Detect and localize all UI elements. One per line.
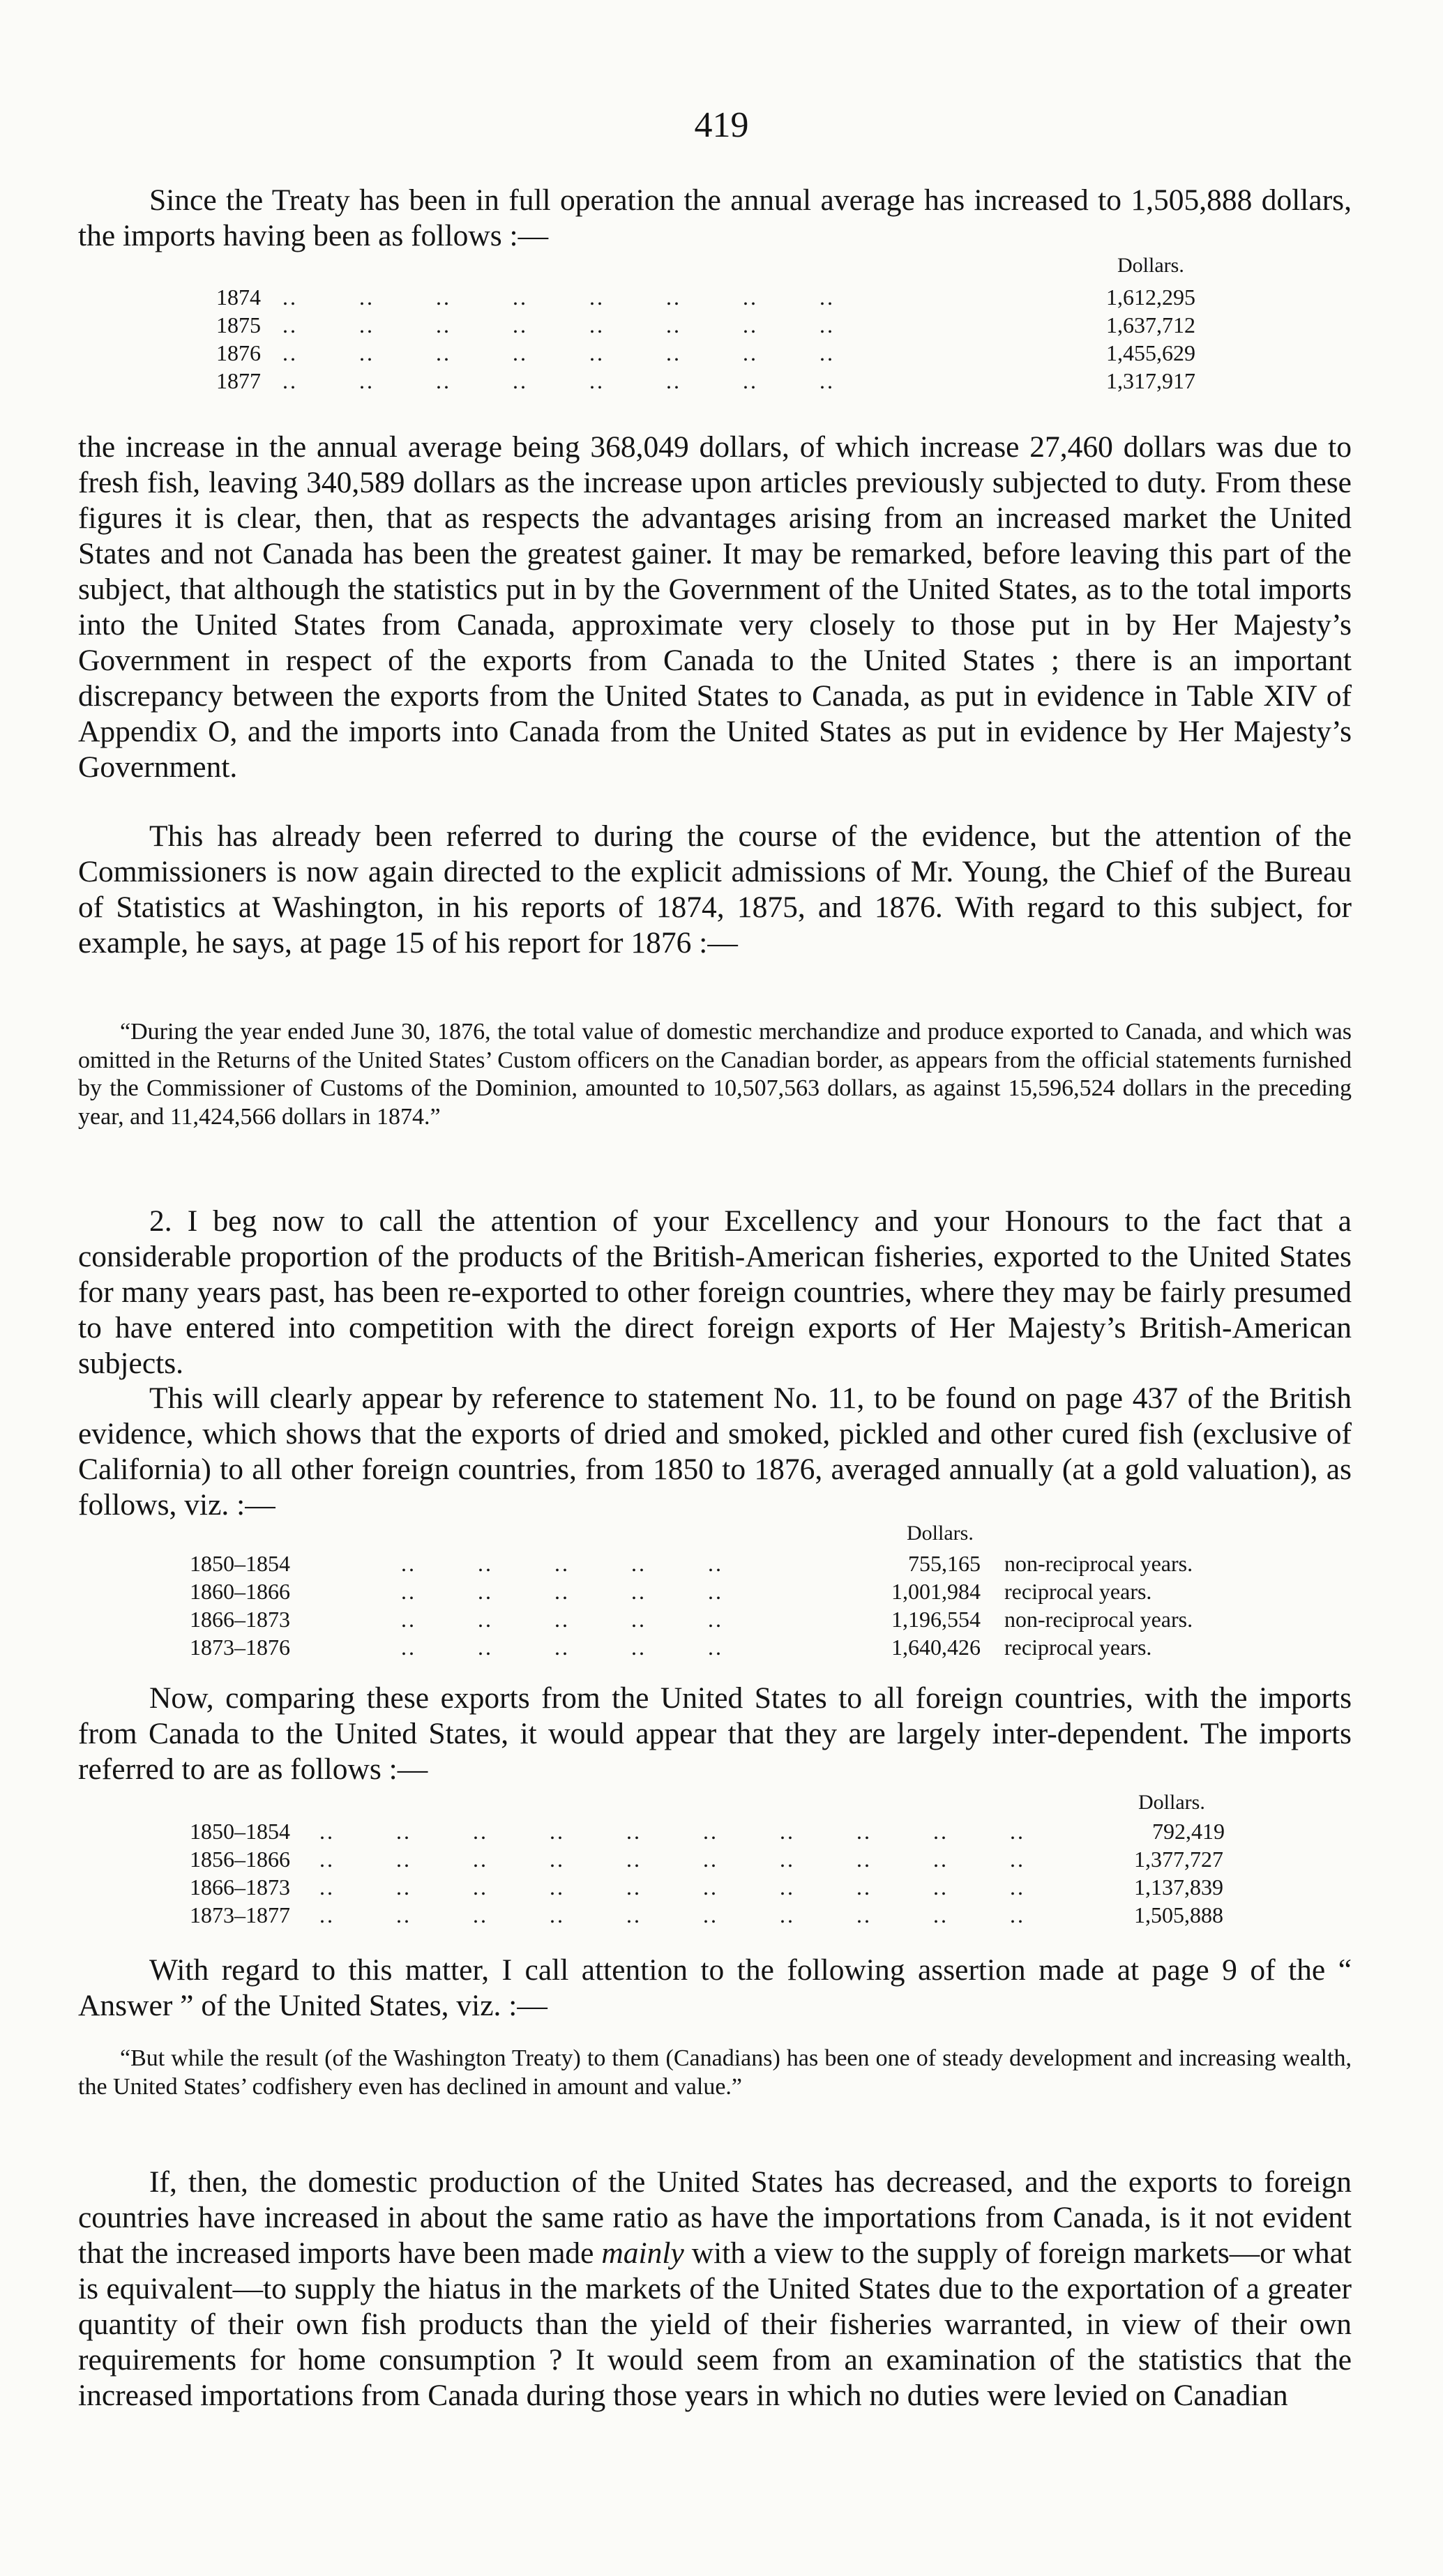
row-value: 1,505,888	[1134, 1902, 1223, 1927]
row-period: 1873–1877	[190, 1902, 290, 1927]
paragraph-statement-11: This will clearly appear by reference to statement No. 11, to be found on page 437 of the British evidence, which shows that the exports of dried and smoked, pickled and other cured fish (exclusive of California) to all other foreign countries, from 1850 to 1876, averaged annually (at a gold valuation), as follows, viz. :—	[78, 1381, 1352, 1522]
table-row	[0, 339, 1443, 367]
row-value: 1,377,727	[1134, 1847, 1223, 1872]
table-row	[0, 367, 1443, 395]
table2-header: Dollars.	[907, 1522, 974, 1545]
leader-dots: .. .. .. .. ..	[401, 1635, 723, 1660]
paragraph-commissioners: This has already been referred to during the course of the evidence, but the attention of the Commissioners is now again directed to the explicit admissions of Mr. Young, the Chief of the Bureau of Statistics at Washington, in his reports of 1874, 1875, and 1876. With regard to this subject, for example, he says, at page 15 of his report for 1876 :—	[78, 819, 1352, 960]
row-value: 1,612,295	[1106, 285, 1195, 310]
leader-dots: .. .. .. .. .. .. .. ..	[282, 312, 835, 338]
table-row	[0, 1845, 1443, 1873]
table3-header: Dollars.	[1138, 1791, 1205, 1814]
paragraph-domestic-production	[78, 2165, 1352, 2414]
row-value: 1,637,712	[1106, 312, 1195, 338]
leader-dots: .. .. .. .. .. .. .. ..	[282, 368, 835, 393]
row-period: 1856–1866	[190, 1847, 290, 1872]
leader-dots: .. .. .. .. ..	[401, 1607, 723, 1632]
leader-dots: .. .. .. .. ..	[401, 1579, 723, 1604]
paragraph-annual-increase: the increase in the annual average being 368,049 dollars, of which increase 27,460 dollars was due to fresh fish, leaving 340,589 dollars as the increase upon articles previously subjected to duty. From these figures it is clear, then, that as respects the advantages arising from an increased market the United States and not Canada has been the greatest gainer. It may be remarked, before leaving this part of the subject, that although the statistics put in by the Government of the United States, as to the total imports into the United States from Canada, approximate very closely to those put in by Her Majesty’s Government in respect of the exports from Canada to the United States ; there is an important discrepancy between the exports from the United States to Canada, as put in evidence in Table XIV of Appendix O, and the imports into Canada from the United States as put in evidence by Her Majesty’s Government.	[78, 430, 1352, 784]
row-period: 1860–1866	[190, 1579, 290, 1604]
row-period: 1866–1873	[190, 1607, 290, 1632]
leader-dots: .. .. .. .. .. .. .. .. .. ..	[319, 1819, 1025, 1844]
row-value: 1,001,984	[891, 1579, 981, 1604]
row-value: 1,640,426	[891, 1635, 981, 1660]
row-value: 755,165	[908, 1551, 981, 1576]
paragraph-text-end: with a view to the supply of foreign markets—or what is equivalent—to supply the hiatus in the markets of the United States due to the exportation of a greater quantity of their own fish products than the yield of their fisheries warranted, in view of their own requirements for home consumption ? It would seem from an examination of the statistics that the increased importations from Canada during those years in which no duties were levied on Canadian	[78, 2236, 1352, 2412]
quotation-young-report: “During the year ended June 30, 1876, the total value of domestic merchandize and produce exported to Canada, and which was omitted in the Returns of the United States’ Custom officers on the Canadian border, as appears from the official statements furnished by the Commissioner of Customs of the Dominion, amounted to 10,507,563 dollars, as against 15,596,524 dollars in the preceding year, and 11,424,566 dollars in 1874.”	[78, 1019, 1352, 1130]
row-note: non-reciprocal years.	[1004, 1551, 1193, 1576]
table-row	[0, 1901, 1443, 1929]
leader-dots: .. .. .. .. .. .. .. .. .. ..	[319, 1874, 1025, 1900]
row-value: 1,196,554	[891, 1607, 981, 1632]
table-row	[0, 1605, 1443, 1633]
row-note: reciprocal years.	[1004, 1635, 1152, 1660]
row-year: 1876	[216, 340, 261, 365]
row-period: 1873–1876	[190, 1635, 290, 1660]
table-row	[0, 1550, 1443, 1577]
paragraph-re-exports: 2. I beg now to call the attention of your Excellency and your Honours to the fact that a considerable proportion of the products of the British-American fisheries, exported to the United States for many years past, has been re-exported to other foreign countries, where they may be fairly presumed to have entered into competition with the direct foreign exports of Her Majesty’s British-American subjects.	[78, 1204, 1352, 1380]
table-row	[0, 1577, 1443, 1605]
paragraph-treaty-average: Since the Treaty has been in full operation the annual average has increased to 1,505,888 dollars, the imports having been as follows :—	[78, 183, 1352, 252]
row-note: non-reciprocal years.	[1004, 1607, 1193, 1632]
leader-dots: .. .. .. .. .. .. .. ..	[282, 340, 835, 365]
paragraph-answer-assertion: With regard to this matter, I call attention to the following assertion made at page 9 of the “ Answer ” of the United States, viz. :—	[78, 1953, 1352, 2022]
table-row	[0, 311, 1443, 339]
row-period: 1866–1873	[190, 1874, 290, 1900]
table-row	[0, 1817, 1443, 1845]
page-number: 419	[694, 105, 749, 145]
leader-dots: .. .. .. .. .. .. .. .. .. ..	[319, 1847, 1025, 1872]
quotation-answer: “But while the result (of the Washington Treaty) to them (Canadians) has been one of steady development and increasing wealth, the United States’ codfishery even has declined in amount and value.”	[78, 2045, 1352, 2100]
table-row	[0, 1873, 1443, 1901]
row-value: 1,137,839	[1134, 1874, 1223, 1900]
row-period: 1850–1854	[190, 1551, 290, 1576]
row-year: 1874	[216, 285, 261, 310]
row-value: 1,317,917	[1106, 368, 1195, 393]
row-value: 1,455,629	[1106, 340, 1195, 365]
table-row	[0, 1633, 1443, 1661]
row-note: reciprocal years.	[1004, 1579, 1152, 1604]
leader-dots: .. .. .. .. ..	[401, 1551, 723, 1576]
paragraph-text-start: If, then, the domestic production of the United States has decreased, and the exports to foreign countries have increased in about the same ratio as have the importations from Canada, is it not evident that the increased imports have been made	[78, 2165, 1352, 2270]
row-period: 1850–1854	[190, 1819, 290, 1844]
row-year: 1875	[216, 312, 261, 338]
table1-header: Dollars.	[1117, 254, 1184, 277]
leader-dots: .. .. .. .. .. .. .. ..	[282, 285, 835, 310]
row-value: 792,419	[1152, 1819, 1225, 1844]
row-year: 1877	[216, 368, 261, 393]
table-row	[0, 283, 1443, 311]
paragraph-comparing-exports: Now, comparing these exports from the United States to all foreign countries, with the imports from Canada to the United States, it would appear that they are largely inter-dependent. The imports referred to are as follows :—	[78, 1681, 1352, 1786]
leader-dots: .. .. .. .. .. .. .. .. .. ..	[319, 1902, 1025, 1927]
emphasis-mainly: mainly	[601, 2236, 684, 2270]
